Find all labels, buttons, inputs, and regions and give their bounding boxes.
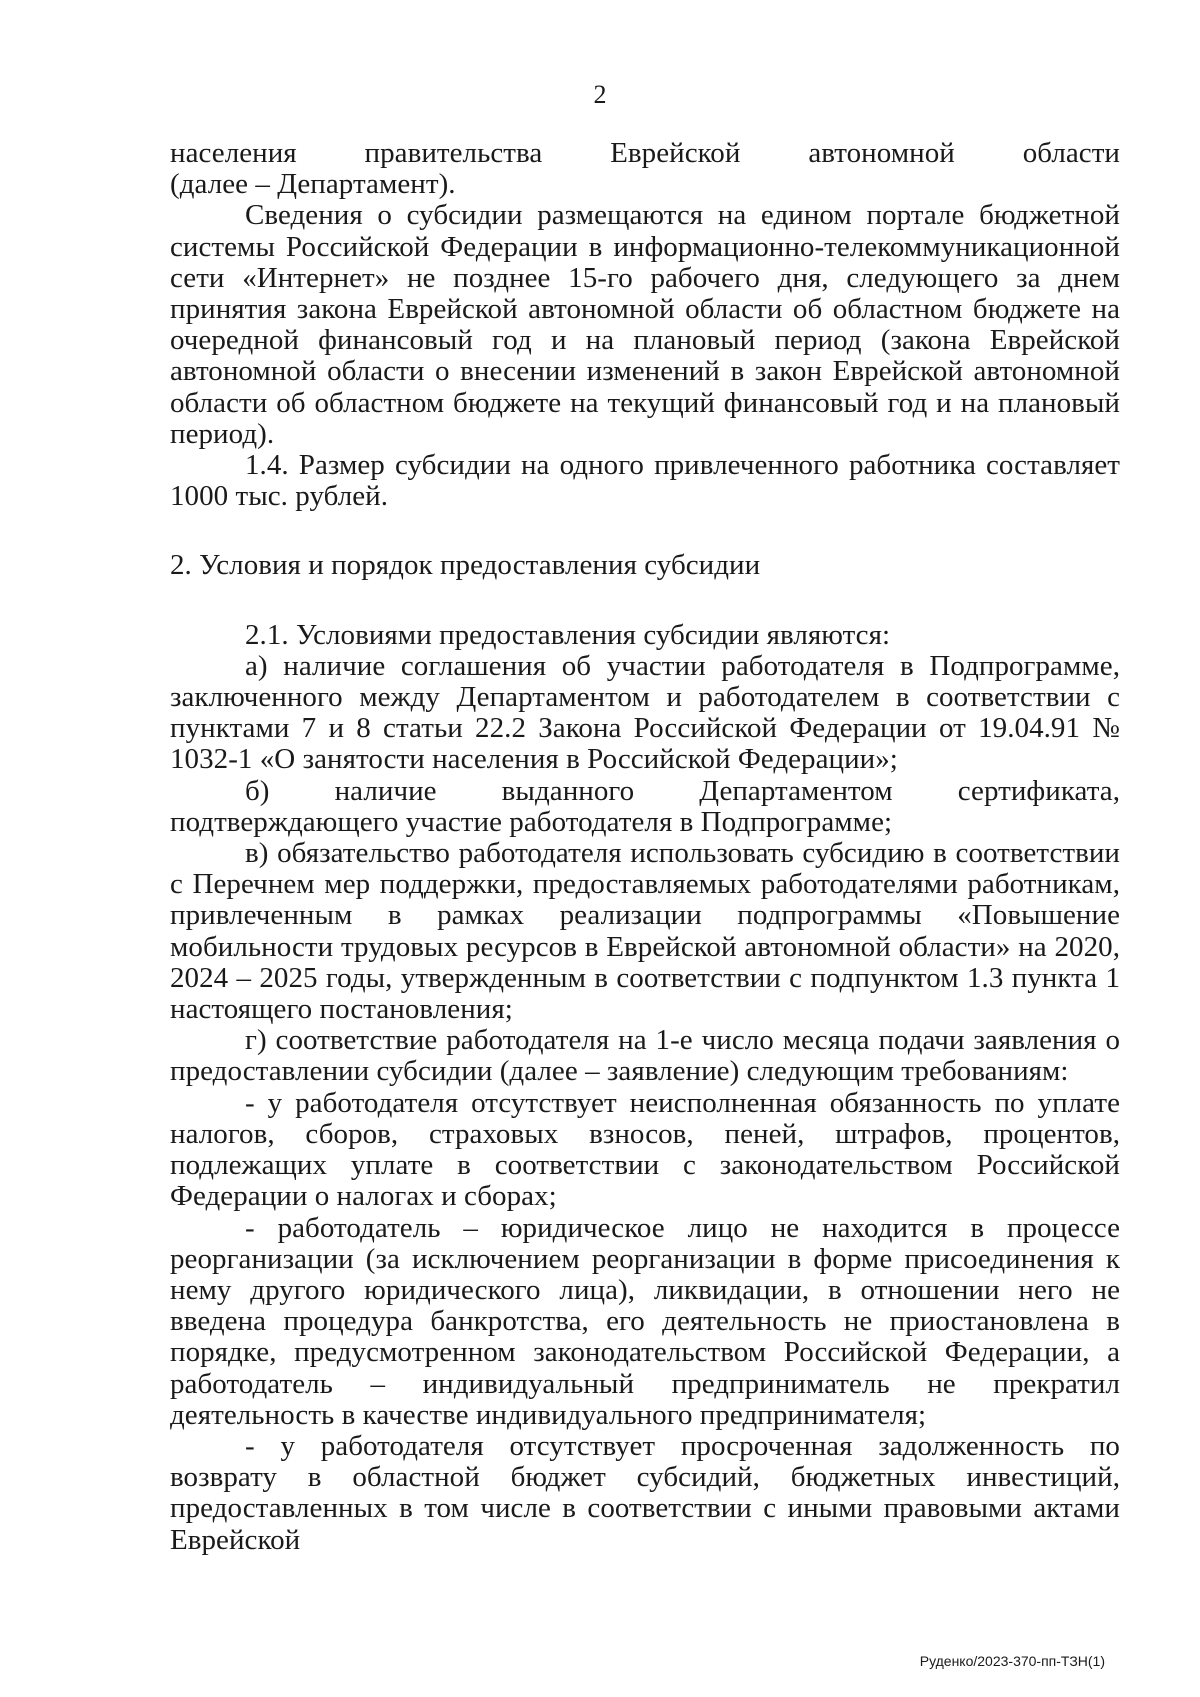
- paragraph-continuation-line: населения правительства Еврейской автономной области: [170, 137, 1120, 169]
- document-footer-code: Руденко/2023-370-пп-ТЗН(1): [919, 1653, 1105, 1669]
- paragraph-subsidy-amount: 1.4. Размер субсидии на одного привлеченного работника составляет 1000 тыс. рублей.: [170, 449, 1120, 513]
- section-heading: 2. Условия и порядок предоставления субсидии: [170, 549, 761, 582]
- paragraph-continuation-end: (далее – Департамент).: [170, 168, 456, 201]
- paragraph-requirement-taxes: - у работодателя отсутствует неисполненная обязанность по уплате налогов, сборов, страховых взносов, пеней, штрафов, процентов, подлежащих уплате в соответствии с законодательством Российской Федерации о налогах и сборах;: [170, 1086, 1120, 1213]
- paragraph-condition-v: в) обязательство работодателя использовать субсидию в соответствии с Перечнем мер поддержки, предоставляемых работодателями работникам, привлеченным в рамках реализации подпрограммы «Повышение мобильности трудовых ресурсов в Еврейской автономной области» на 2020, 2024 – 2025 годы, утвержденным в соответствии с подпунктом 1.3 пункта 1 настоящего постановления;: [170, 837, 1120, 1026]
- paragraph-conditions-intro: 2.1. Условиями предоставления субсидии являются:: [245, 618, 891, 651]
- paragraph-requirement-debt: - у работодателя отсутствует просроченная задолженность по возврату в областной бюджет субсидий, бюджетных инвестиций, предоставленных в том числе в соответствии с иными правовыми актами Еврейской: [170, 1429, 1120, 1556]
- paragraph-condition-b: б) наличие выданного Департаментом сертификата, подтверждающего участие работодателя в Подпрограмме;: [170, 774, 1120, 838]
- page-number: 2: [593, 80, 607, 109]
- paragraph-condition-g: г) соответствие работодателя на 1-е число месяца подачи заявления о предоставлении субсидии (далее – заявление) следующим требованиям:: [170, 1024, 1120, 1088]
- paragraph-subsidy-info: Сведения о субсидии размещаются на едином портале бюджетной системы Российской Федерации в информационно-телекоммуникационной сети «Интернет» не позднее 15-го рабочего дня, следующего за днем принятия закона Еврейской автономной области об областном бюджете на очередной финансовый год и на плановый период (закона Еврейской автономной области о внесении изменений в закон Еврейской автономной области об областном бюджете на текущий финансовый год и на плановый период).: [170, 199, 1120, 450]
- paragraph-requirement-reorganization: - работодатель – юридическое лицо не находится в процессе реорганизации (за исключением реорганизации в форме присоединения к нему другого юридического лица), ликвидации, в отношении него не введена процедура банкротства, его деятельность не приостановлена в порядке, предусмотренном законодательством Российской Федерации, а работодатель – индивидуальный предприниматель не прекратил деятельность в качестве индивидуального предпринимателя;: [170, 1211, 1120, 1431]
- paragraph-condition-a: а) наличие соглашения об участии работодателя в Подпрограмме, заключенного между Департаментом и работодателем в соответствии с пунктами 7 и 8 статьи 22.2 Закона Российской Федерации от 19.04.91 № 1032-1 «О занятости населения в Российской Федерации»;: [170, 649, 1120, 776]
- document-body: [170, 138, 1120, 1556]
